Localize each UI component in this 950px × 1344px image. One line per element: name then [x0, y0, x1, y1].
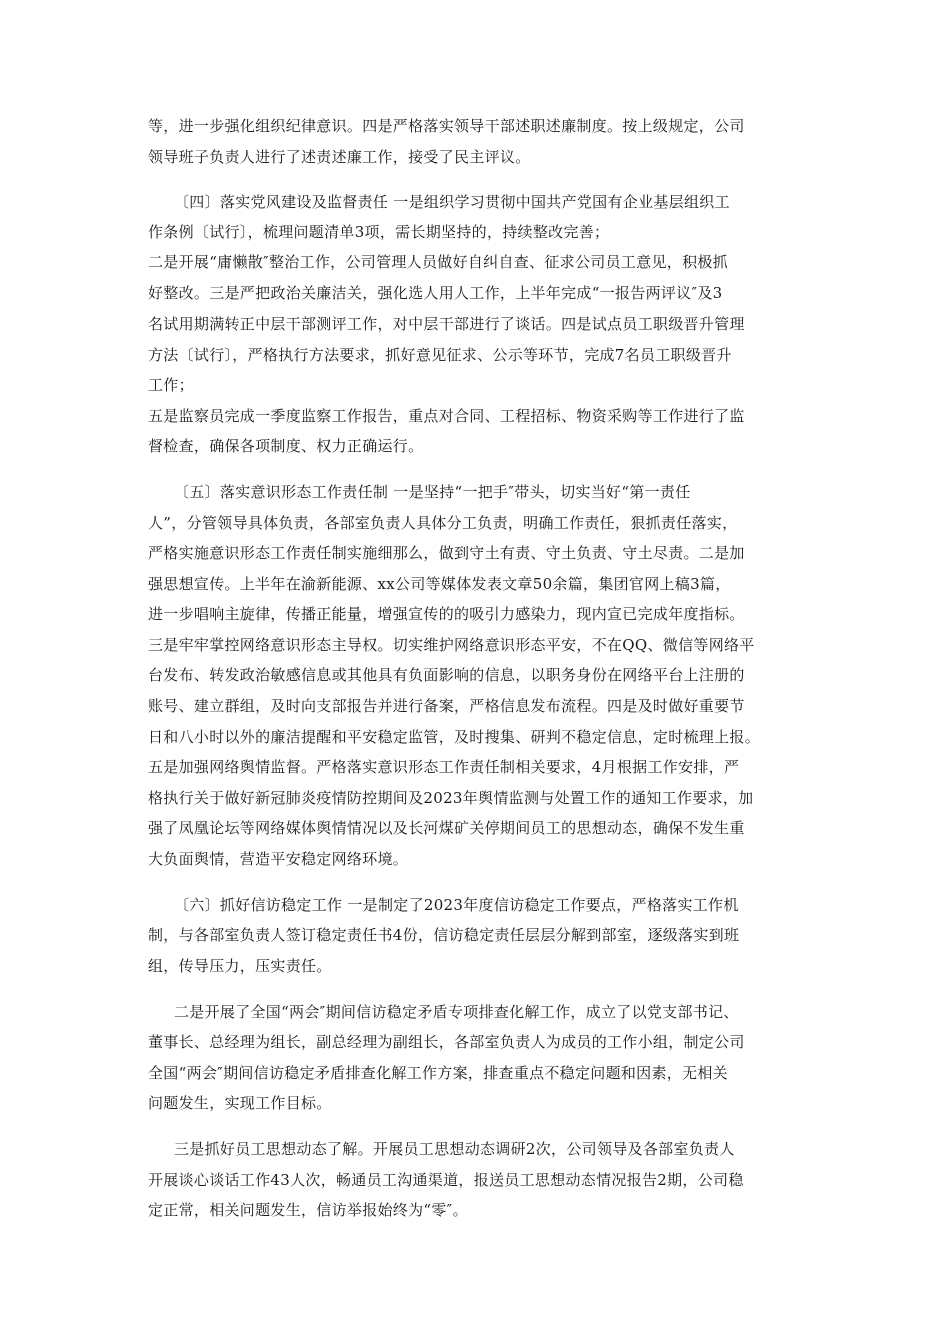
text-line: 领导班子负责人进行了述责述廉工作，接受了民主评议。 [148, 148, 531, 166]
text-line: 组，传导压力，压实责任。 [148, 957, 332, 975]
text-line: 等，进一步强化组织纪律意识。四是严格落实领导干部述职述廉制度。按上级规定，公司 [148, 117, 745, 135]
text-line: 全国“两会″期间信访稳定矛盾排查化解工作方案，排查重点不稳定问题和因素，无相关 [148, 1064, 728, 1082]
paragraph-start: 二是开展了全国“两会″期间信访稳定矛盾专项排查化解工作，成立了以党支部书记、 [174, 1003, 739, 1021]
text-line: 台发布、转发政治敏感信息或其他具有负面影响的信息，以职务身份在网络平台上注册的 [148, 666, 745, 684]
text-line: 强了凤凰论坛等网络媒体舆情情况以及长河煤矿关停期间员工的思想动态，确保不发生重 [148, 819, 745, 837]
text-line: 定正常，相关问题发生，信访举报始终为“零″。 [148, 1201, 468, 1219]
text-line: 工作； [148, 376, 194, 394]
text-line: 大负面舆情，营造平安稳定网络环境。 [148, 850, 409, 868]
text-line: 三是牢牢掌控网络意识形态主导权。切实维护网络意识形态平安，不在QQ、微信等网络平 [148, 636, 755, 654]
text-line: 方法〔试行〕，严格执行方法要求，抓好意见征求、公示等环节，完成7名员工职级晋升 [148, 346, 732, 364]
text-line: 严格实施意识形态工作责任制实施细那么，做到守土有责、守土负责、守土尽责。二是加 [148, 544, 745, 562]
text-line: 二是开展“庸懒散″整治工作，公司管理人员做好自纠自查、征求公司员工意见，积极抓 [148, 253, 728, 271]
text-line: 五是监察员完成一季度监察工作报告，重点对合同、工程招标、物资采购等工作进行了监 [148, 407, 745, 425]
text-line: 账号、建立群组，及时向支部报告并进行备案，严格信息发布流程。四是及时做好重要节 [148, 697, 745, 715]
text-line: 五是加强网络舆情监督。严格落实意识形态工作责任制相关要求，4月根据工作安排，严 [148, 758, 740, 776]
paragraph-start: 三是抓好员工思想动态了解。开展员工思想动态调研2次，公司领导及各部室负责人 [174, 1140, 735, 1158]
text-line: 进一步唱响主旋律，传播正能量，增强宣传的的吸引力感染力，现内宣已完成年度指标。 [148, 605, 745, 623]
text-line: 作条例〔试行〕，梳理问题清单3项，需长期坚持的，持续整改完善； [148, 223, 610, 241]
section-4-heading: 〔四〕落实党风建设及监督责任 一是组织学习贯彻中国共产党国有企业基层组织工 [174, 193, 730, 211]
section-5-heading: 〔五〕落实意识形态工作责任制 一是坚持“一把手″带头，切实当好“第一责任 [174, 483, 691, 501]
text-line: 问题发生，实现工作目标。 [148, 1094, 332, 1112]
text-line: 格执行关于做好新冠肺炎疫情防控期间及2023年舆情监测与处置工作的通知工作要求，加 [148, 789, 754, 807]
text-line: 强思想宣传。上半年在渝新能源、xx公司等媒体发表文章50余篇，集团官网上稿3篇， [148, 575, 731, 593]
text-line: 日和八小时以外的廉洁提醒和平安稳定监管，及时搜集、研判不稳定信息，定时梳理上报。 [148, 728, 761, 746]
text-line: 董事长、总经理为组长，副总经理为副组长，各部室负责人为成员的工作小组，制定公司 [148, 1033, 745, 1051]
text-line: 好整改。三是严把政治关廉洁关，强化选人用人工作，上半年完成“一报告两评议″及3 [148, 284, 723, 302]
text-line: 制，与各部室负责人签订稳定责任书4份，信访稳定责任层层分解到部室，逐级落实到班 [148, 926, 740, 944]
text-line: 督检查，确保各项制度、权力正确运行。 [148, 437, 424, 455]
text-line: 开展谈心谈话工作43人次，畅通员工沟通渠道，报送员工思想动态情况报告2期，公司稳 [148, 1171, 744, 1189]
section-6-heading: 〔六〕抓好信访稳定工作 一是制定了2023年度信访稳定工作要点，严格落实工作机 [174, 896, 739, 914]
text-line: 人”，分管领导具体负责，各部室负责人具体分工负责，明确工作责任，狠抓责任落实， [148, 514, 738, 532]
text-line: 名试用期满转正中层干部测评工作，对中层干部进行了谈话。四是试点员工职级晋升管理 [148, 315, 745, 333]
